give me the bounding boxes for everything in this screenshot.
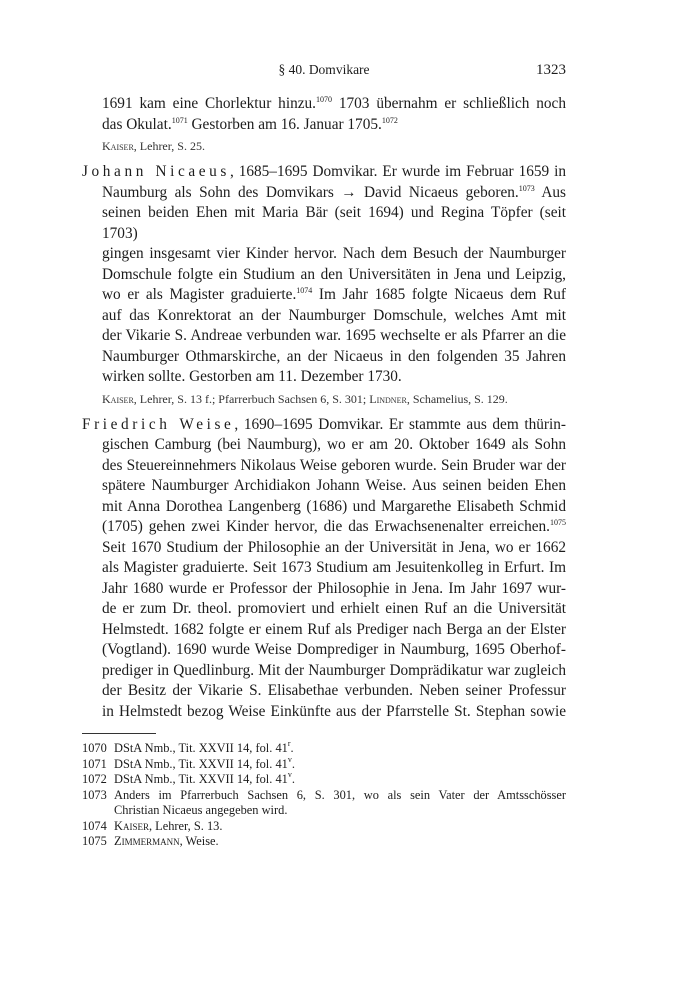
text-line: Naumburg als Sohn des Domvikars → David Nicaeus geboren.$^{1073}$ Aus <box>102 183 566 201</box>
text-line: spätere Naumburger Archidiakon Johann Weise. Aus seinen beiden Ehen <box>102 477 566 494</box>
footnote-ref[interactable]: 1075 <box>550 518 566 527</box>
footnote: 1070 DStA Nmb., Tit. XXVII 14, fol. 41$^r$. <box>82 739 294 755</box>
text-line: prediger in Quedlinburg. Mit der Naumburger Domprädikatur war zugleich <box>102 661 566 679</box>
text-line: Jahr 1680 wurde er Professor der Philosophie in Jena. Im Jahr 1697 wur- <box>102 579 566 597</box>
running-header <box>82 62 566 82</box>
text-line: seinen beiden Ehen mit Maria Bär (seit 1694) und Regina Töpfer (seit 1703) <box>102 204 566 242</box>
text-line: Domschule folgte ein Studium an den Universitäten in Jena und Leipzig, <box>102 265 566 283</box>
text-line: Helmstedt. 1682 folgte er einem Ruf als Prediger nach Berga an der Elster <box>102 620 566 638</box>
text-line: wo er als Magister graduierte.$^{1074}$ Im Jahr 1685 folgte Nicaeus dem Ruf <box>102 286 566 303</box>
text-line: Johann Nicaeus, 1685–1695 Domvikar. Er wurde im Februar 1659 in <box>82 163 567 180</box>
text-line: der Vikarie S. Andreae verbunden war. 1695 wechselte er als Pfarrer an die <box>102 327 566 344</box>
footnote: 1072 DStA Nmb., Tit. XXVII 14, fol. 41$^v$. <box>82 770 295 786</box>
text-line: wirken sollte. Gestorben am 11. Dezember 1730. <box>102 368 402 385</box>
intro-paragraph <box>82 94 566 135</box>
text-line: gischen Camburg (bei Naumburg), wo er am 20. Oktober 1649 als Sohn <box>102 436 566 453</box>
footnote: 1073 Anders im Pfarrerbuch Sachsen 6, S. 301, wo als sein Vater der Amtsschösser Christian Nicaeus angegeben wird. <box>82 787 566 817</box>
footnote: 1071 DStA Nmb., Tit. XXVII 14, fol. 41$^v$. <box>82 754 295 771</box>
page-number: 1323 <box>536 62 566 78</box>
text-line: Friedrich Weise, 1690–1695 Domvikar. Er stammte aus dem thürin- <box>82 415 566 433</box>
footnote: 1075 Zimmermann, Weise. <box>82 834 219 848</box>
main-text <box>82 94 566 722</box>
text-line: 1691 kam eine Chorlektur hinzu.$^{1070}$ 1703 übernahm er schließlich noch <box>102 95 566 112</box>
text-line: das Okulat.$^{1071}$ Gestorben am 16. Januar 1705.$^{1072}$ <box>102 115 398 133</box>
running-title: § 40. Domvikare <box>278 62 370 77</box>
entry-weise <box>82 415 566 723</box>
text-line: mit Anna Dorothea Langenberg (1686) und Margarethe Elisabeth Schmid <box>102 497 566 515</box>
footnote-number: 1070 <box>82 741 107 755</box>
footnote-rule <box>82 733 156 734</box>
source-citation: Kaiser, Lehrer, S. 25. <box>102 139 205 153</box>
footnote-ref[interactable]: 1072 <box>381 115 398 125</box>
footnote-ref[interactable]: 1074 <box>296 286 313 295</box>
footnote-number: 1075 <box>82 834 107 848</box>
text-line: des Steuereinnehmers Nikolaus Weise geboren wurde. Sein Bruder war der <box>102 456 566 474</box>
text-line: Seit 1670 Studium der Philosophie an der Universität in Jena, wo er 1662 <box>102 538 566 556</box>
footnote-number: 1074 <box>82 818 107 833</box>
footnote: 1074 Kaiser, Lehrer, S. 13. <box>82 818 223 833</box>
text-line: als Magister graduierte. Seit 1673 Studium am Jesuitenkolleg in Erfurt. Im <box>102 559 566 576</box>
entry-nicaeus <box>82 162 566 388</box>
text-line: in Helmstedt bezog Weise Einkünfte aus der Pfarrstelle St. Stephan sowie <box>102 702 566 720</box>
footnote-number: 1071 <box>82 756 107 771</box>
text-line: gingen insgesamt vier Kinder hervor. Nach dem Besuch der Naumburger <box>102 245 566 262</box>
text-line: de er zum Dr. theol. promoviert und erhielt einen Ruf an die Universität <box>102 600 566 617</box>
text-line: auf das Konrektorat an der Naumburger Domschule, welches Amt mit <box>102 306 566 324</box>
text-line: (Vogtland). 1690 wurde Weise Domprediger in Naumburg, 1695 Oberhof- <box>102 641 566 658</box>
text-line: Naumburger Othmarskirche, an der Nicaeus in den folgenden 35 Jahren <box>102 347 566 365</box>
text-line: (1705) gehen zwei Kinder hervor, die das Erwachsenenalter erreichen.$^{1075}$ <box>102 518 566 535</box>
footnotes <box>82 733 566 850</box>
footnote-ref[interactable]: 1071 <box>171 115 188 125</box>
person-name: Friedrich Weise <box>82 415 235 433</box>
text-line: der Besitz der Vikarie S. Elisabethae verbunden. Neben seiner Professur <box>102 682 566 699</box>
person-name: Johann Nicaeus <box>82 163 230 180</box>
footnote-number: 1073 <box>82 787 107 802</box>
footnote-ref[interactable]: 1073 <box>518 183 535 193</box>
footnote-number: 1072 <box>82 772 107 786</box>
footnote-ref[interactable]: 1070 <box>315 95 332 104</box>
source-citation: Kaiser, Lehrer, S. 13 f.; Pfarrerbuch Sachsen 6, S. 301; Lindner, Schamelius, S. 129. <box>102 391 508 406</box>
